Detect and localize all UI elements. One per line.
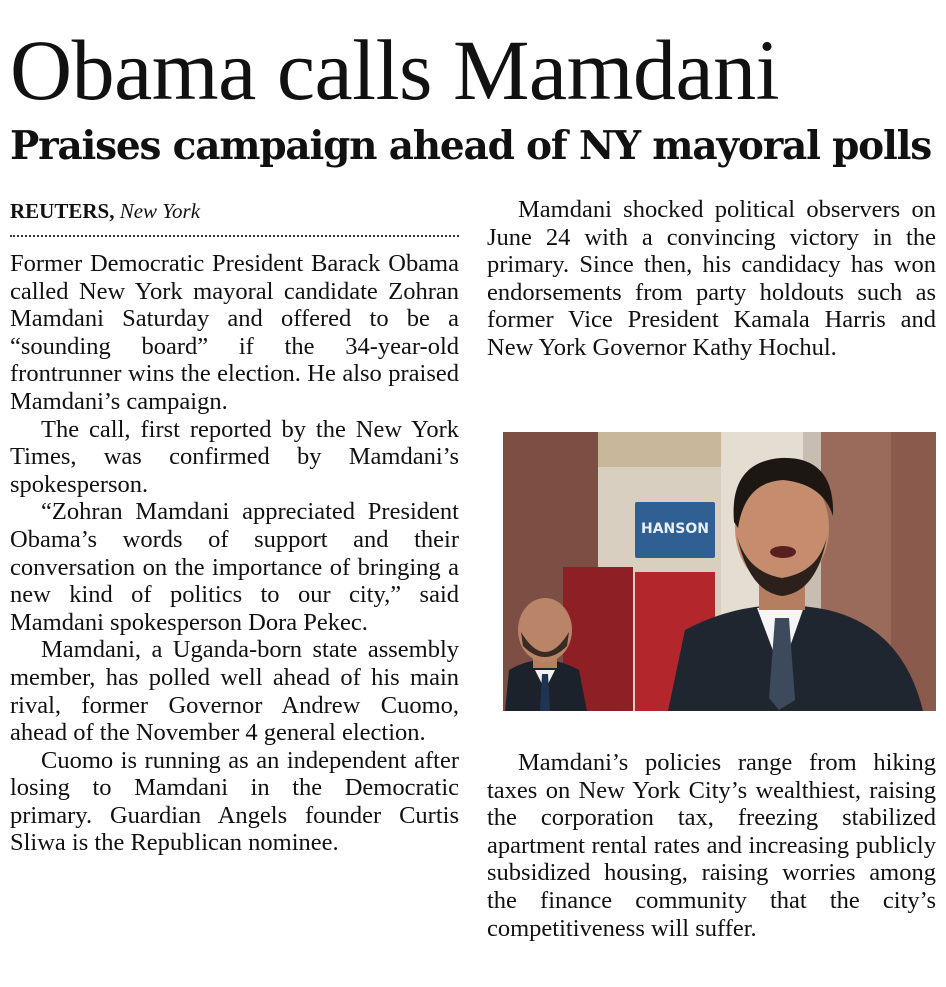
- photo-sign-text: HANSON: [641, 521, 709, 537]
- paragraph-3: “Zohran Mamdani appreciated President Obama’s words of support and their conversation on the importance of bringing a new kind of politics to our city,” said Mamdani spokesperson Dora Pekec.: [10, 498, 459, 636]
- right-column-top: [487, 196, 936, 362]
- paragraph-7: Mamdani’s policies range from hiking taxes on New York City’s wealthiest, raising the corporation tax, freezing stabilized apartment rental rates and increasing publicly subsidized housing, raising worries among the finance community that the city’s competitiveness will suffer.: [487, 749, 936, 942]
- headline: Obama calls Mamdani: [10, 22, 780, 118]
- paragraph-5: Cuomo is running as an independent after losing to Mamdani in the Democratic primary. Guardian Angels founder Curtis Sliwa is the Republican nominee.: [10, 746, 459, 857]
- paragraph-4: Mamdani, a Uganda-born state assembly member, has polled well ahead of his main rival, former Governor Andrew Cuomo, ahead of the November 4 general election.: [10, 636, 459, 747]
- photo-speaker-mouth: [770, 546, 796, 558]
- news-photo-illustration: [503, 432, 936, 711]
- subheadline: Praises campaign ahead of NY mayoral polls: [10, 123, 931, 169]
- paragraph-2: The call, first reported by the New York Times, was confirmed by Mamdani’s spokesperson.: [10, 415, 459, 498]
- paragraph-1: Former Democratic President Barack Obama called New York mayoral candidate Zohran Mamdani Saturday and offered to be a “sounding board” if the 34-year-old frontrunner wins the election. He also praised Mamdani’s campaign.: [10, 250, 459, 415]
- dotted-divider: [10, 235, 459, 237]
- left-column: [10, 196, 459, 857]
- paragraph-6: Mamdani shocked political observers on June 24 with a convincing victory in the primary. Since then, his candidacy has won endorsements from party holdouts such as former Vice President Kamala Harris and New York Governor Kathy Hochul.: [487, 196, 936, 361]
- right-column-bottom: [487, 749, 936, 942]
- dateline-city: New York: [119, 199, 201, 223]
- dateline-agency: REUTERS,: [10, 199, 115, 223]
- news-photo: [503, 432, 936, 711]
- dateline: [10, 196, 459, 226]
